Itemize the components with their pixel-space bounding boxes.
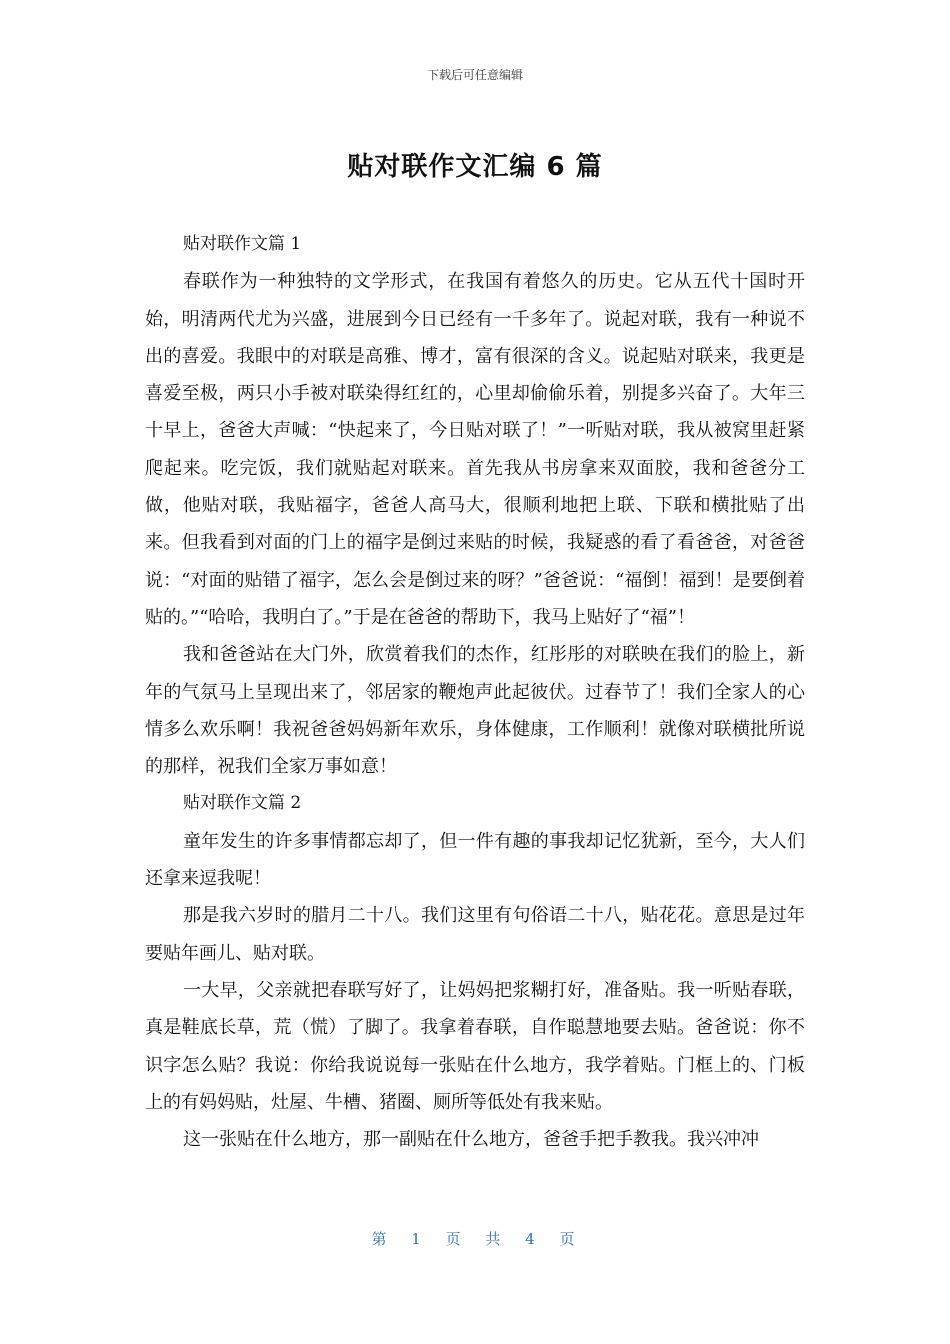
paragraph: 我和爸爸站在大门外，欣赏着我们的杰作，红彤彤的对联映在我们的脸上，新年的气氛马上呈现出来了，邻居家的鞭炮声此起彼伏。过春节了！我们全家人的心情多么欢乐啊！我祝爸爸妈妈新年欢乐，身体健康，工作顺利！就像对联横批所说的那样，祝我们全家万事如意！ <box>145 644 805 778</box>
document-title: 贴对联作文汇编 6 篇 <box>347 152 603 182</box>
page-footer: 第 1 页 共 4 页 <box>371 1230 579 1248</box>
section-heading-1: 贴对联作文篇 1 <box>183 234 302 254</box>
section-heading-2: 贴对联作文篇 2 <box>183 793 302 814</box>
header-note: 下载后可任意编辑 <box>426 68 523 82</box>
paragraph: 春联作为一种独特的文学形式，在我国有着悠久的历史。它从五代十国时开始，明清两代尤为兴盛，进展到今日已经有一千多年了。说起对联，我有一种说不出的喜爱。我眼中的对联是高雅、博才，富有很深的含义。说起贴对联来，我更是喜爱至极，两只小手被对联染得红红的，心里却偷偷乐着，别提多兴奋了。大年三十早上，爸爸大声喊：“快起来了，今日贴对联了！”一听贴对联，我从被窝里赶紧爬起来。吃完饭，我们就贴起对联来。首先我从书房拿来双面胶，我和爸爸分工做，他贴对联，我贴福字，爸爸人高马大，很顺利地把上联、下联和横批贴了出来。但我看到对面的门上的福字是倒过来贴的时候，我疑惑的看了看爸爸，对爸爸说：“对面的贴错了福字，怎么会是倒过来的呀？”爸爸说：“福倒！福到！是要倒着贴的。”“哈哈，我明白了。”于是在爸爸的帮助下，我马上贴好了“福”！ <box>145 271 805 628</box>
paragraph: 这一张贴在什么地方，那一副贴在什么地方，爸爸手把手教我。我兴冲冲 <box>183 1129 759 1151</box>
paragraph: 那是我六岁时的腊月二十八。我们这里有句俗语二十八，贴花花。意思是过年要贴年画儿、贴对联。 <box>145 905 805 964</box>
document-body <box>145 226 805 1158</box>
paragraph: 童年发生的许多事情都忘却了，但一件有趣的事我却记忆犹新，至今，大人们还拿来逗我呢！ <box>145 830 805 890</box>
paragraph: 一大早，父亲就把春联写好了，让妈妈把浆糊打好，准备贴。我一听贴春联，真是鞋底长草，荒（慌）了脚了。我拿着春联，自作聪慧地要去贴。爸爸说：你不识字怎么贴？我说：你给我说说每一张贴在什么地方，我学着贴。门框上的、门板上的有妈妈贴，灶屋、牛槽、猪圈、厕所等低处有我来贴。 <box>145 979 805 1113</box>
